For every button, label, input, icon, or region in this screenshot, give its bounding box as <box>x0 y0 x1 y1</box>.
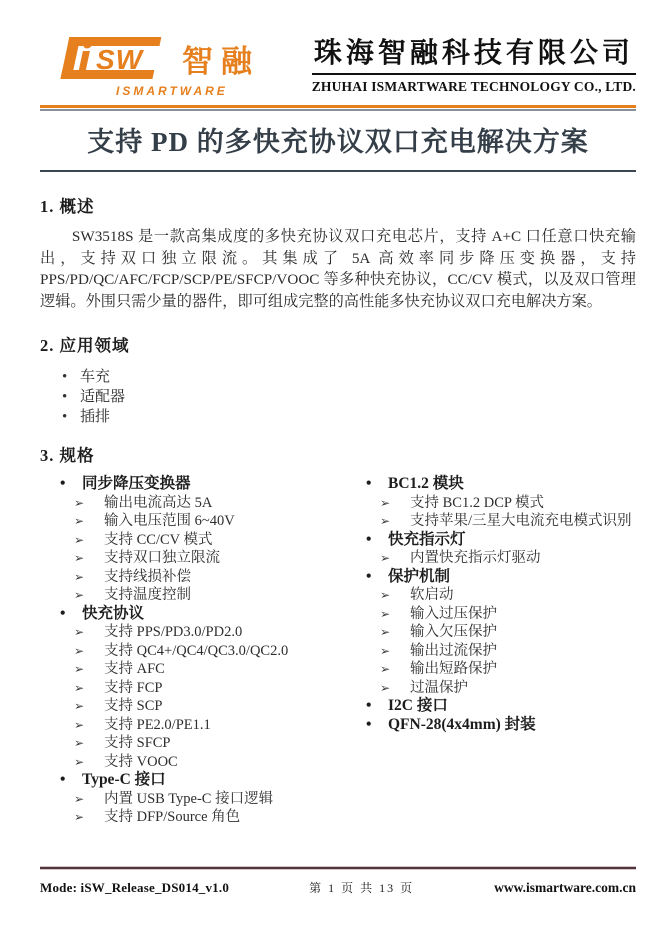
dot-bullet-icon: • <box>366 530 372 548</box>
footer-divider <box>40 866 636 870</box>
arrow-bullet-icon: ➢ <box>380 588 391 602</box>
company-name-block <box>312 34 636 95</box>
spec-item-label: 过温保护 <box>410 679 468 696</box>
section-overview <box>40 193 636 312</box>
arrow-bullet-icon: ➢ <box>380 643 391 658</box>
company-logo <box>40 34 260 98</box>
section-specs <box>40 442 636 827</box>
spec-item <box>40 660 346 679</box>
dot-bullet-icon: • <box>62 369 68 385</box>
arrow-bullet-icon: ➢ <box>380 662 391 676</box>
document-title: 支持 PD 的多快充协议双口充电解决方案 <box>87 127 589 157</box>
arrow-bullet-icon: ➢ <box>74 662 85 676</box>
arrow-bullet-icon: ➢ <box>74 736 85 750</box>
spec-group-title <box>346 531 636 550</box>
spec-item-label: 软启动 <box>410 587 454 603</box>
spec-item-label: 内置 USB Type-C 接口逻辑 <box>104 790 274 807</box>
logo-row <box>54 34 260 82</box>
arrow-bullet-icon: ➢ <box>74 791 85 806</box>
spec-item <box>346 512 636 531</box>
arrow-bullet-icon: ➢ <box>74 810 85 824</box>
spec-item <box>346 623 636 642</box>
spec-item <box>40 494 346 513</box>
spec-item <box>346 605 636 624</box>
spec-item-label: 支持 QC4+/QC4/QC3.0/QC2.0 <box>104 642 289 659</box>
arrow-bullet-icon: ➢ <box>74 625 85 639</box>
spec-item-label: 支持 BC1.2 DCP 模式 <box>410 494 545 511</box>
spec-group-label: QFN-28(4x4mm) 封装 <box>388 715 536 733</box>
applications-list <box>40 367 636 427</box>
spec-group-title <box>346 697 636 716</box>
dot-bullet-icon: • <box>60 604 66 622</box>
spec-item <box>40 568 346 587</box>
arrow-bullet-icon: ➢ <box>74 699 85 713</box>
spec-item-label: 支持 PE2.0/PE1.1 <box>104 716 211 733</box>
arrow-bullet-icon: ➢ <box>74 717 85 732</box>
list-item <box>40 387 636 407</box>
spec-group-label: Type-C 接口 <box>82 771 166 788</box>
spec-item <box>40 734 346 753</box>
spec-item-label: 支持 VOOC <box>104 753 178 770</box>
spec-group-title <box>40 605 346 624</box>
spec-item <box>346 679 636 698</box>
spec-group-label: 快充指示灯 <box>388 530 466 548</box>
dot-bullet-icon: • <box>366 475 372 492</box>
dot-bullet-icon: • <box>62 389 68 405</box>
spec-item-label: 支持 SFCP <box>104 735 171 751</box>
header <box>40 34 636 100</box>
arrow-bullet-icon: ➢ <box>380 495 391 510</box>
spec-group-title <box>346 475 636 494</box>
dot-bullet-icon: • <box>366 567 372 585</box>
document-mode-label: Mode: iSW_Release_DS014_v1.0 <box>40 880 230 895</box>
list-item <box>40 367 636 387</box>
arrow-bullet-icon: ➢ <box>74 495 85 510</box>
spec-item <box>40 697 346 716</box>
application-label: 适配器 <box>80 389 126 405</box>
header-divider-orange <box>40 105 636 108</box>
spec-item <box>40 716 346 735</box>
spec-group-title <box>40 771 346 790</box>
specs-columns <box>40 475 636 827</box>
spec-item-label: 支持双口独立限流 <box>104 550 220 566</box>
spec-item-label: 支持 CC/CV 模式 <box>104 531 213 548</box>
spec-item <box>40 753 346 772</box>
arrow-bullet-icon: ➢ <box>74 551 85 565</box>
spec-item <box>40 549 346 568</box>
logo-brand-en: ISMARTWARE <box>116 84 228 98</box>
dot-bullet-icon: • <box>60 771 66 788</box>
spec-item-label: 支持 PPS/PD3.0/PD2.0 <box>104 624 243 640</box>
arrow-bullet-icon: ➢ <box>380 625 391 639</box>
footer <box>40 866 636 896</box>
spec-item <box>40 623 346 642</box>
spec-group-label: BC1.2 模块 <box>388 475 464 492</box>
spec-item <box>40 531 346 550</box>
company-name-en: ZHUHAI ISMARTWARE TECHNOLOGY CO., LTD. <box>311 79 636 94</box>
spec-item <box>40 512 346 531</box>
arrow-bullet-icon: ➢ <box>74 532 85 547</box>
arrow-bullet-icon: ➢ <box>74 680 85 695</box>
title-divider <box>40 170 636 172</box>
spec-item <box>40 790 346 809</box>
overview-paragraph: SW3518S 是一款高集成度的多快充协议双口充电芯片，支持 A+C 口任意口快充输出，支持双口独立限流。其集成了 5A 高效率同步降压变换器，支持 PPS/PD/QC/AFC/FCP/SCP/PE/SFCP/VOOC 等多种快充协议，CC/CV 模式，以及双口管理逻辑。外围只需少量的器件，即可组成完整的高性能多快充协议双口充电解决方案。 <box>40 228 636 310</box>
spec-item-label: 支持苹果/三星大电流充电模式识别 <box>410 513 632 529</box>
spec-item-label: 输出过流保护 <box>410 642 497 659</box>
spec-item <box>40 642 346 661</box>
arrow-bullet-icon: ➢ <box>380 514 391 528</box>
spec-group-label: 同步降压变换器 <box>82 475 191 492</box>
dot-bullet-icon: • <box>62 409 68 425</box>
dot-bullet-icon: • <box>60 475 66 492</box>
spec-item <box>346 549 636 568</box>
arrow-bullet-icon: ➢ <box>380 680 391 695</box>
section-applications <box>40 332 636 427</box>
arrow-bullet-icon: ➢ <box>74 643 85 658</box>
spec-group-label: 快充协议 <box>82 604 145 622</box>
arrow-bullet-icon: ➢ <box>380 606 391 621</box>
footer-row <box>40 879 636 896</box>
spec-item <box>346 586 636 605</box>
spec-item-label: 支持 SCP <box>104 698 163 714</box>
spec-item-label: 内置快充指示灯驱动 <box>410 550 541 566</box>
website-link[interactable]: www.ismartware.com.cn <box>494 880 636 895</box>
spec-item-label: 支持线损补偿 <box>104 568 191 585</box>
spec-item <box>346 494 636 513</box>
overview-heading: 1. 概述 <box>40 197 95 216</box>
spec-item-label: 输入电压范围 6~40V <box>104 513 235 529</box>
spec-item-label: 输入过压保护 <box>410 605 497 622</box>
spec-group-title <box>346 568 636 587</box>
spec-item-label: 输入欠压保护 <box>410 624 497 640</box>
arrow-bullet-icon: ➢ <box>380 551 391 565</box>
specs-column-right <box>346 475 636 827</box>
logo-brand-cn: 智融 <box>182 44 260 79</box>
arrow-bullet-icon: ➢ <box>74 754 85 769</box>
spec-item <box>40 586 346 605</box>
spec-item <box>40 679 346 698</box>
arrow-bullet-icon: ➢ <box>74 514 85 528</box>
specs-column-left <box>40 475 346 827</box>
application-label: 车充 <box>80 369 111 385</box>
spec-item-label: 支持 DFP/Source 角色 <box>104 809 241 825</box>
spec-item-label: 支持温度控制 <box>104 587 191 603</box>
spec-item-label: 输出短路保护 <box>410 661 497 677</box>
spec-item-label: 输出电流高达 5A <box>104 494 213 511</box>
spec-item-label: 支持 FCP <box>104 679 163 696</box>
page-number: 第 1 页 共 13 页 <box>309 881 415 895</box>
header-divider-gray <box>40 109 636 111</box>
isw-logo-icon <box>54 34 172 82</box>
application-label: 插排 <box>80 409 111 425</box>
spec-group-label: I2C 接口 <box>388 697 448 714</box>
spec-group-title <box>40 475 346 494</box>
header-divider <box>40 105 636 111</box>
spec-group-label: 保护机制 <box>388 567 451 585</box>
list-item <box>40 407 636 427</box>
spec-item <box>346 642 636 661</box>
company-name-cn: 珠海智融科技有限公司 <box>312 36 636 75</box>
dot-bullet-icon: • <box>366 715 372 733</box>
spec-item <box>346 660 636 679</box>
spec-group-title <box>346 716 636 735</box>
arrow-bullet-icon: ➢ <box>74 569 85 584</box>
specs-heading: 3. 规格 <box>40 446 95 465</box>
dot-bullet-icon: • <box>366 697 372 714</box>
spec-item-label: 支持 AFC <box>104 661 165 677</box>
spec-item <box>40 808 346 827</box>
svg-text:SW: SW <box>96 44 144 75</box>
applications-heading: 2. 应用领域 <box>40 336 130 355</box>
arrow-bullet-icon: ➢ <box>74 588 85 602</box>
